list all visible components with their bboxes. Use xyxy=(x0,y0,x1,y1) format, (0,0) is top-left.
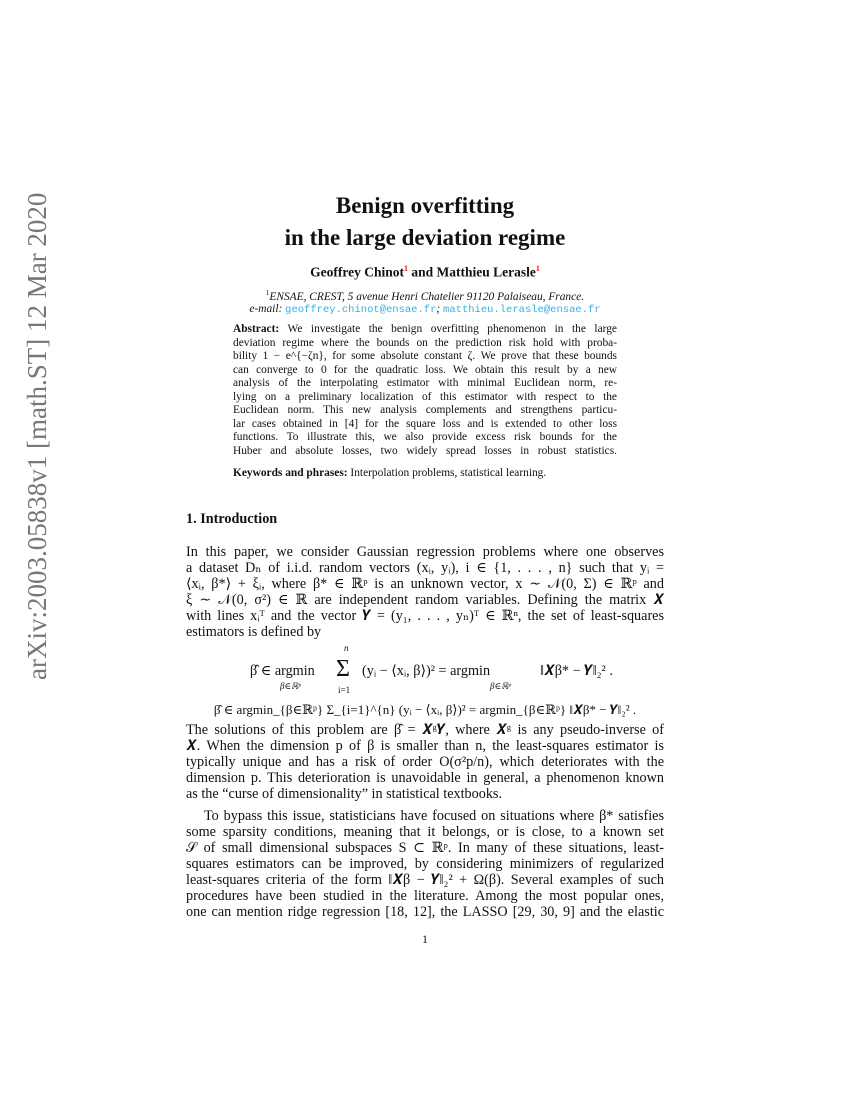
author-1-mark[interactable]: 1 xyxy=(403,264,408,273)
eq-sum: Σ xyxy=(336,656,350,682)
eq-sum-bot: i=1 xyxy=(338,685,351,695)
abstract-line: functions. To illustrate this, we also provide excess risk bounds for the xyxy=(233,431,617,443)
page-number: 1 xyxy=(422,932,428,946)
body-line: one can mention ridge regression [18, 12], the LASSO [29, 30, 9] and the elastic xyxy=(186,904,664,920)
section-heading: 1. Introduction xyxy=(186,511,278,527)
abstract-text: We investigate the benign overfitting phenomenon in the large xyxy=(287,323,617,335)
body-line: as the “curse of dimensionality” in statistical textbooks. xyxy=(186,786,502,802)
title-line-1: Benign overfitting xyxy=(335,193,515,218)
abstract-line: Euclidean norm. This new analysis complements and strengthens particu- xyxy=(233,404,617,416)
abstract-line: can converge to 0 for the quadratic loss. We obtain this result by a new xyxy=(233,363,617,376)
authors xyxy=(0,264,850,281)
email-label: e-mail: xyxy=(249,303,286,315)
eq-sum-top: n xyxy=(344,643,349,653)
abstract-line: analysis of the interpolating estimator with minimal Euclidean norm, re- xyxy=(233,377,617,389)
equation-linear: β̂ ∈ argmin_{β∈ℝᵖ} Σ_{i=1}^{n} (yᵢ − ⟨xᵢ, β⟩)² = argmin_{β∈ℝᵖ} ‖𝑿β* − 𝒀‖₂² . xyxy=(213,702,637,717)
body-line: squares estimators can be improved, by considering minimizers of regularized xyxy=(186,856,664,872)
abstract-line: Huber and absolute losses, two widely spread losses in robust statistics. xyxy=(233,444,617,457)
equation-display xyxy=(250,644,630,700)
body-line: In this paper, we consider Gaussian regression problems where one observes xyxy=(186,544,664,560)
body-line: 𝑿. When the dimension p of β is smaller than n, the least-squares estimator is xyxy=(186,738,664,754)
body-line: 𝒮 of small dimensional subspaces S ⊂ ℝᵖ. In many of these situations, least- xyxy=(186,840,664,856)
body-line: some sparsity conditions, meaning that it belongs, or is close, to a known set xyxy=(186,824,664,840)
body-line: To bypass this issue, statisticians have focused on situations where β* satisfies xyxy=(204,808,664,824)
arxiv-stamp: arXiv:2003.05838v1 [math.ST] 12 Mar 2020 xyxy=(22,192,52,680)
affiliation xyxy=(0,289,850,303)
eq-lhs: β̂ ∈ argmin xyxy=(250,663,315,679)
keywords-label: Keywords and phrases: xyxy=(233,467,348,479)
title-line-2: in the large deviation regime xyxy=(284,225,566,250)
eq-rhs: ‖𝑿β* − 𝒀‖₂² . xyxy=(540,663,613,679)
body-line: The solutions of this problem are β̂ = 𝑿ᵍ𝒀, where 𝑿ᵍ is any pseudo-inverse of xyxy=(186,722,664,738)
body-line: a dataset Dₙ of i.i.d. random vectors (xᵢ, yᵢ), i ∈ {1, . . . , n} such that yᵢ = xyxy=(186,560,664,576)
eq-sub-1: β∈ℝᵖ xyxy=(280,681,301,691)
body-line: typically unique and has a risk of order O(σ²p/n), which deteriorates with the xyxy=(186,754,664,770)
affiliation-text: ENSAE, CREST, 5 avenue Henri Chatelier 91120 Palaiseau, France. xyxy=(269,290,585,303)
abstract-line xyxy=(233,323,617,335)
author-sep: and xyxy=(407,264,437,280)
email-line xyxy=(0,303,850,316)
body-line: ξ ∼ 𝒩(0, σ²) ∈ ℝ are independent random variables. Defining the matrix 𝑿 xyxy=(186,592,664,608)
author-1: Geoffrey Chinot xyxy=(310,264,404,280)
eq-mid: (yᵢ − ⟨xᵢ, β⟩)² = argmin xyxy=(362,663,491,679)
abstract-line: lying on a preliminary localization of this estimator with respect to the xyxy=(233,390,617,403)
author-2: Matthieu Lerasle xyxy=(436,264,536,280)
body-line: procedures have been studied in the literature. Among the most popular ones, xyxy=(186,888,664,904)
keywords xyxy=(233,467,617,479)
abstract-line: lar cases obtained in [4] for the square loss and is extended to other loss xyxy=(233,417,617,430)
email-sep: ; xyxy=(436,303,444,315)
keywords-text: Interpolation problems, statistical learning. xyxy=(350,467,547,479)
email-link-2[interactable]: matthieu.lerasle@ensae.fr xyxy=(443,304,601,316)
eq-sub-2: β∈ℝᵖ xyxy=(490,681,511,691)
abstract-line: deviation regime where the bounds on the prediction risk hold with proba- xyxy=(233,336,617,349)
body-line: estimators is defined by xyxy=(186,624,322,640)
abstract-label: Abstract: xyxy=(233,323,280,335)
abstract-line: bility 1 − e^{−ζn}, for some absolute constant ζ. We prove that these bounds xyxy=(233,350,617,362)
body-line: least-squares criteria of the form ‖𝑿β − 𝒀‖₂² + Ω(β). Several examples of such xyxy=(186,872,664,888)
body-line: dimension p. This deterioration is unavoidable in general, a phenomenon known xyxy=(186,770,664,786)
body-line: with lines xᵢᵀ and the vector 𝒀 = (y₁, . . . , yₙ)ᵀ ∈ ℝⁿ, the set of least-squares xyxy=(186,608,664,624)
email-link-1[interactable]: geoffrey.chinot@ensae.fr xyxy=(285,304,437,316)
author-2-mark[interactable]: 1 xyxy=(535,264,540,273)
affiliation-mark: 1 xyxy=(265,289,270,297)
body-line: ⟨xᵢ, β*⟩ + ξᵢ, where β* ∈ ℝᵖ is an unknown vector, x ∼ 𝒩(0, Σ) ∈ ℝᵖ and xyxy=(186,576,664,592)
